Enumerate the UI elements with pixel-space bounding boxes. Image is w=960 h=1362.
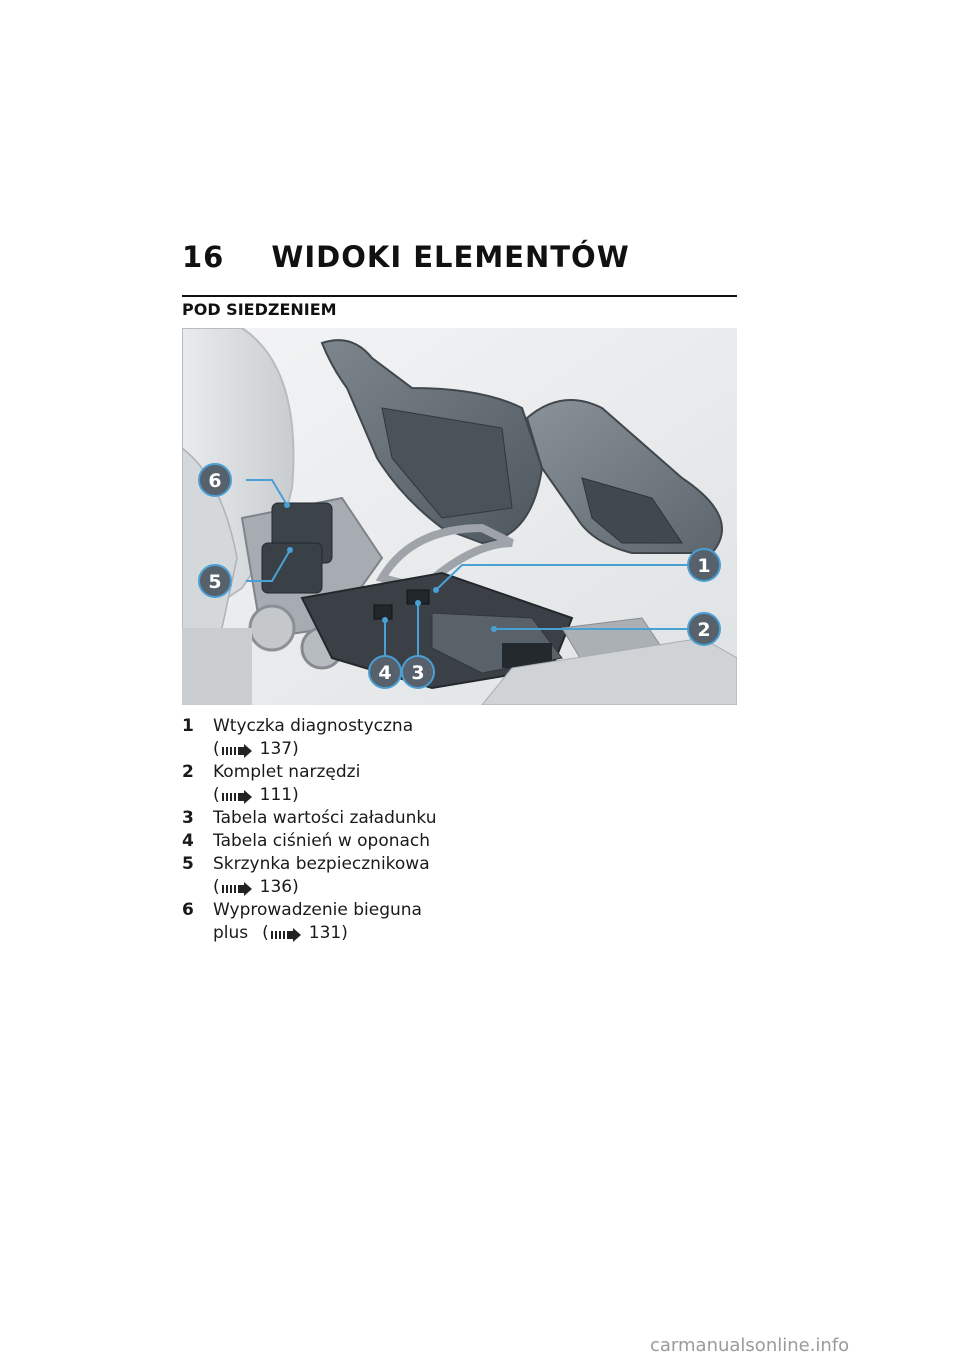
page-ref-number: 136 — [259, 877, 293, 897]
page-reference[interactable]: ( 137 ) — [213, 739, 299, 759]
legend-item-4 — [182, 830, 482, 853]
legend-item-1 — [182, 715, 482, 761]
page-ref-arrow-icon — [222, 882, 252, 896]
page-header — [182, 240, 737, 274]
watermark-text: carmanualsonline.info — [650, 1335, 850, 1356]
page-ref-arrow-icon — [222, 744, 252, 758]
callout-2 — [688, 613, 720, 645]
legend-text-continuation: plus — [213, 923, 249, 943]
page-ref-number: 137 — [259, 739, 293, 759]
callout-1 — [688, 549, 720, 581]
legend-item-5 — [182, 853, 482, 899]
callout-1-label: 1 — [697, 555, 711, 577]
motorcycle-under-seat-illustration — [182, 328, 737, 705]
page-reference[interactable]: ( 111 ) — [213, 785, 299, 805]
callout-3 — [402, 656, 434, 688]
callout-2-label: 2 — [697, 619, 711, 641]
legend-list — [182, 715, 482, 945]
callout-5 — [199, 565, 231, 597]
page-reference[interactable]: ( 136 ) — [213, 877, 299, 897]
section-divider — [182, 295, 737, 297]
legend-text: Tabela ciśnień w oponach — [213, 831, 431, 851]
page-ref-arrow-icon — [271, 928, 301, 942]
legend-text: Skrzynka bezpiecznikowa — [213, 854, 430, 874]
legend-text: Tabela wartości załadunku — [213, 808, 437, 828]
legend-text: Komplet narzędzi — [213, 762, 361, 782]
legend-number: 2 — [182, 762, 194, 782]
section-title: POD SIEDZENIEM — [182, 300, 337, 319]
page-ref-arrow-icon — [222, 790, 252, 804]
legend-number: 6 — [182, 900, 194, 920]
callout-6-label: 6 — [208, 470, 222, 492]
callout-5-label: 5 — [208, 571, 222, 593]
callout-4 — [369, 656, 401, 688]
page-ref-number: 131 — [308, 923, 342, 943]
callout-4-label: 4 — [378, 662, 392, 684]
legend-text: Wyprowadzenie bieguna — [213, 900, 422, 920]
callout-3-label: 3 — [411, 662, 425, 684]
legend-item-3 — [182, 807, 482, 830]
illustration-svg — [182, 328, 737, 705]
legend-number: 1 — [182, 716, 194, 736]
legend-number: 5 — [182, 854, 194, 874]
page-ref-number: 111 — [259, 785, 293, 805]
legend-number: 4 — [182, 831, 194, 851]
legend-item-2 — [182, 761, 482, 807]
page-reference[interactable]: plus ( 131 ) — [213, 923, 348, 943]
legend-number: 3 — [182, 808, 194, 828]
page-number: 16 — [182, 240, 225, 274]
legend-text: Wtyczka diagnostyczna — [213, 716, 414, 736]
legend-item-6 — [182, 899, 482, 945]
chapter-title: WIDOKI ELEMENTÓW — [271, 240, 630, 274]
callout-6 — [199, 464, 231, 496]
